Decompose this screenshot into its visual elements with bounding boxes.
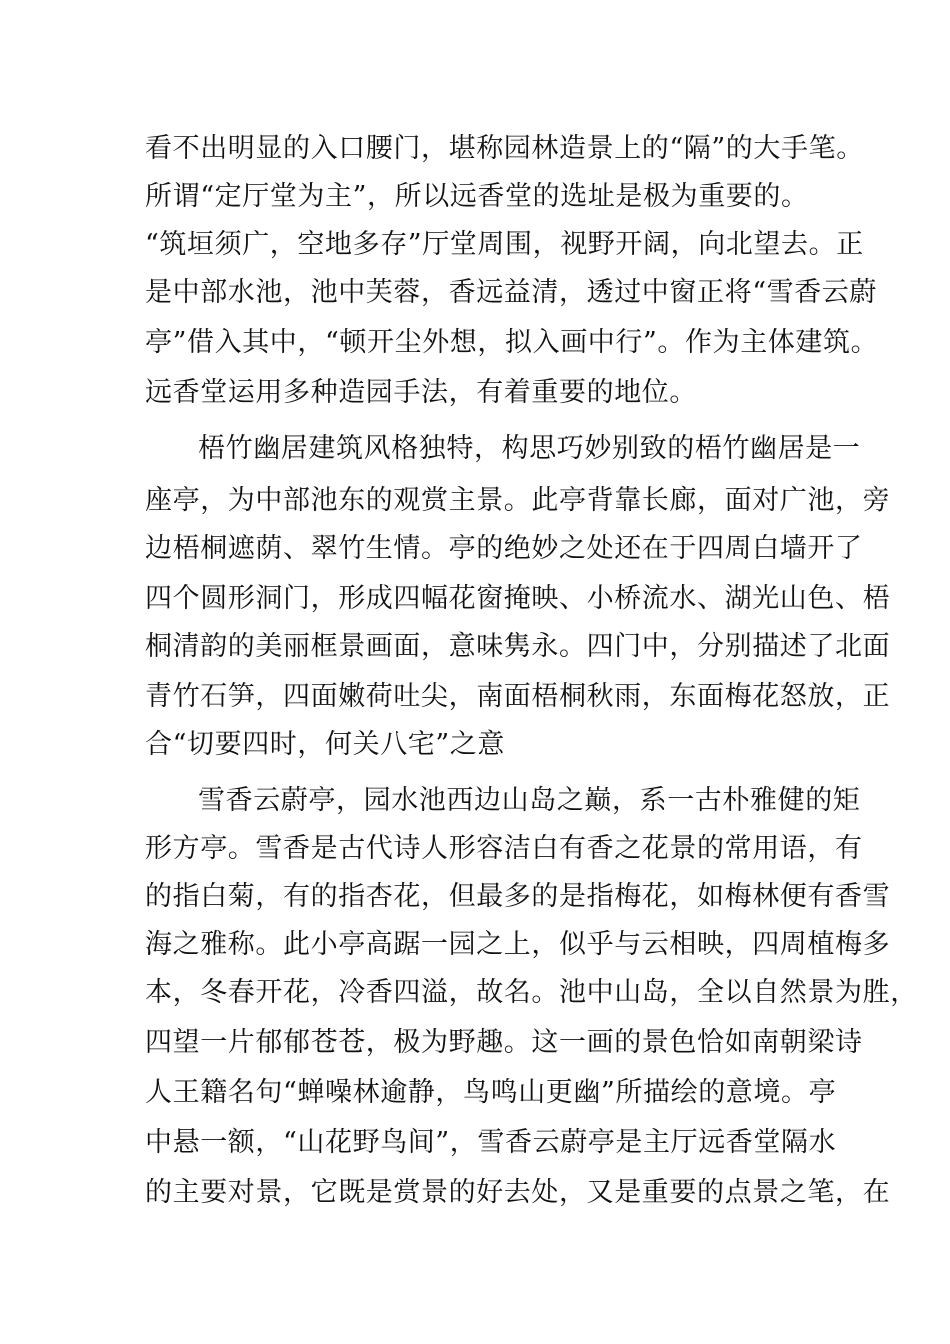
text-line: 中悬一额，“山花野鸟间”，雪香云蔚亭是主厅远香堂隔水 — [145, 1127, 837, 1158]
paragraph-first-line: 雪香云蔚亭，园水池西边山岛之巅，系一古朴雅健的矩 — [198, 785, 861, 816]
text-line: 所谓“定厅堂为主”，所以远香堂的选址是极为重要的。 — [145, 181, 809, 212]
text-line: 青竹石笋，四面嫩荷吐尖，南面梧桐秋雨，东面梅花怒放，正 — [145, 681, 891, 712]
text-line: 远香堂运用多种造园手法，有着重要的地位。 — [145, 377, 697, 408]
text-line: 的主要对景，它既是赏景的好去处，又是重要的点景之笔，在 — [145, 1177, 891, 1208]
text-line: 桐清韵的美丽框景画面，意味隽永。四门中，分别描述了北面 — [145, 631, 891, 662]
paragraph-first-line: 梧竹幽居建筑风格独特，构思巧妙别致的梧竹幽居是一 — [198, 433, 861, 464]
text-line: 边梧桐遮荫、翠竹生情。亭的绝妙之处还在于四周白墙开了 — [145, 533, 863, 564]
text-line: 本，冬春开花，冷香四溢，故名。池中山岛，全以自然景为胜， — [145, 977, 918, 1008]
text-line: 人王籍名句“蝉噪林逾静，鸟鸣山更幽”所描绘的意境。亭 — [145, 1077, 837, 1108]
text-line: 四望一片郁郁苍苍，极为野趣。这一画的景色恰如南朝梁诗 — [145, 1027, 863, 1058]
text-line: 四个圆形洞门，形成四幅花窗掩映、小桥流水、湖光山色、梧 — [145, 583, 891, 614]
text-line: 亭”借入其中，“顿开尘外想，拟入画中行”。作为主体建筑。 — [145, 327, 879, 358]
text-line: 海之雅称。此小亭高踞一园之上，似乎与云相映，四周植梅多 — [145, 929, 891, 960]
text-line: 合“切要四时，何关八宅”之意 — [145, 729, 506, 760]
text-line: 是中部水池，池中芙蓉，香远益清，透过中窗正将“雪香云蔚 — [145, 277, 878, 308]
text-line: “筑垣须广，空地多存”厅堂周围，视野开阔，向北望去。正 — [145, 229, 864, 260]
text-line: 的指白菊，有的指杏花，但最多的是指梅花，如梅林便有香雪 — [145, 881, 891, 912]
text-line: 座亭，为中部池东的观赏主景。此亭背靠长廊，面对广池，旁 — [145, 485, 891, 516]
text-line: 看不出明显的入口腰门，堪称园林造景上的“隔”的大手笔。 — [145, 133, 864, 164]
text-line: 形方亭。雪香是古代诗人形容洁白有香之花景的常用语，有 — [145, 833, 863, 864]
